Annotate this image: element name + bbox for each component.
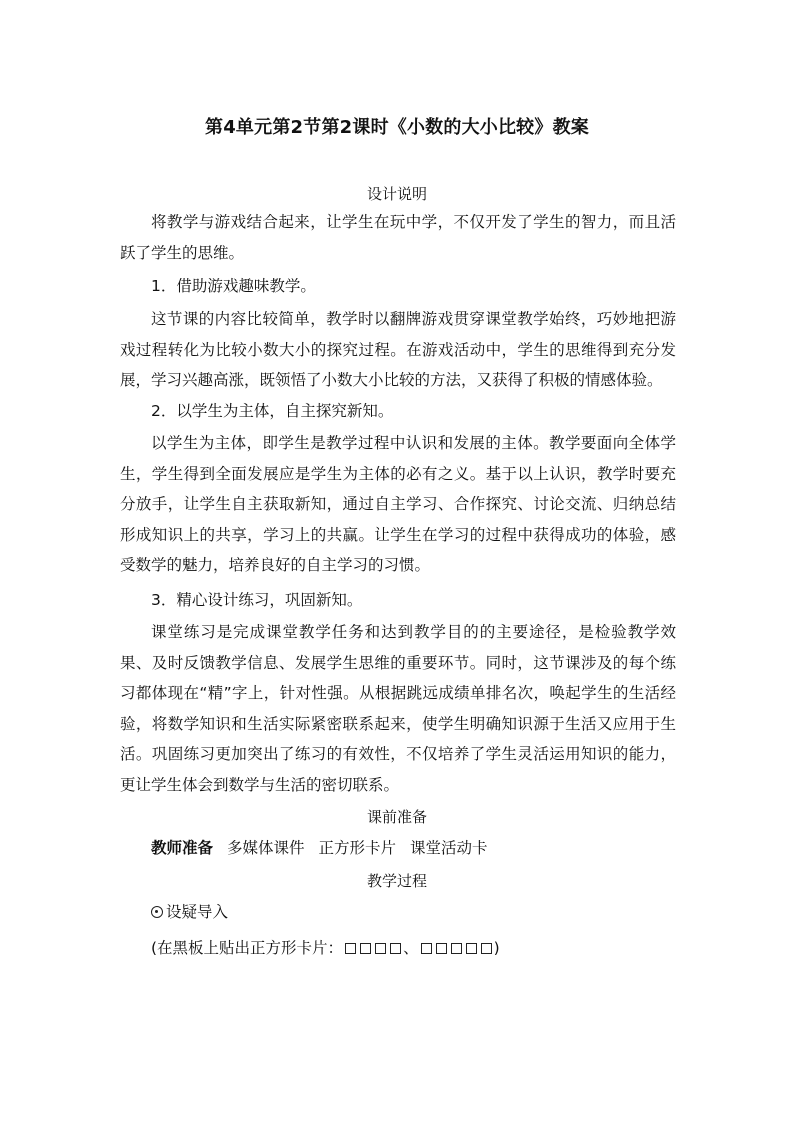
teacher-prep-item: 多媒体课件 — [227, 839, 305, 857]
square-card-icon — [481, 943, 492, 954]
board-note-suffix: ) — [493, 939, 500, 957]
square-card-icon — [360, 943, 371, 954]
square-card-icon — [390, 943, 401, 954]
teacher-prep-item: 课堂活动卡 — [410, 839, 488, 857]
point1-paragraph: 这节课的内容比较简单，教学时以翻牌游戏贯穿课堂教学始终，巧妙地把游戏过程转化为比较小数大小的探究过程。在游戏活动中，学生的思维得到充分发展，学习兴趣高涨，既领悟了小数大小比较的方法，又获得了积极的情感体验。 — [120, 310, 676, 389]
board-note-separator: 、 — [403, 939, 419, 957]
square-group-2 — [419, 939, 494, 957]
square-group-1 — [343, 939, 403, 957]
teacher-prep-line — [151, 838, 488, 858]
section-intro-line — [151, 902, 228, 922]
square-card-icon — [345, 943, 356, 954]
square-card-icon — [436, 943, 447, 954]
board-note-line — [151, 938, 500, 958]
section-intro-label: 设疑导入 — [166, 903, 229, 921]
teacher-prep-item: 正方形卡片 — [318, 839, 397, 857]
prep-heading: 课前准备 — [366, 808, 427, 826]
intro-paragraph: 将教学与游戏结合起来，让学生在玩中学，不仅开发了学生的智力，而且活跃了学生的思维。 — [120, 213, 676, 262]
point1-heading: 1．借助游戏趣味教学。 — [151, 277, 316, 295]
circle-dot-icon — [151, 906, 163, 918]
square-card-icon — [421, 943, 432, 954]
point2-paragraph: 以学生为主体，即学生是教学过程中认识和发展的主体。教学要面向全体学生，学生得到全面发展应是学生为主体的必有之义。基于以上认识，教学时要充分放手，让学生自主获取新知，通过自主学习、合作探究、讨论交流、归纳总结形成知识上的共享，学习上的共赢。让学生在学习的过程中获得成功的体验，感受数学的魅力，培养良好的自主学习的习惯。 — [120, 434, 676, 574]
square-card-icon — [466, 943, 477, 954]
process-heading: 教学过程 — [366, 872, 427, 890]
teacher-prep-label: 教师准备 — [151, 839, 214, 857]
square-card-icon — [375, 943, 386, 954]
point3-paragraph: 课堂练习是完成课堂教学任务和达到教学目的的主要途径，是检验教学效果、及时反馈教学信息、发展学生思维的重要环节。同时，这节课涉及的每个练习都体现在“精”字上，针对性强。从根据跳远成绩单排名次，唤起学生的生活经验，将数学知识和生活实际紧密联系起来，使学生明确知识源于生活又应用于生活。巩固练习更加突出了练习的有效性，不仅培养了学生灵活运用知识的能力，更让学生体会到数学与生活的密切联系。 — [120, 623, 676, 794]
board-note-prefix: (在黑板上贴出正方形卡片： — [151, 939, 344, 957]
point2-heading: 2．以学生为主体，自主探究新知。 — [151, 402, 394, 420]
square-card-icon — [451, 943, 462, 954]
point3-heading: 3．精心设计练习，巩固新知。 — [151, 591, 363, 609]
page-title: 第4单元第2节第2课时《小数的大小比较》教案 — [205, 117, 589, 138]
design-heading: 设计说明 — [366, 185, 427, 203]
